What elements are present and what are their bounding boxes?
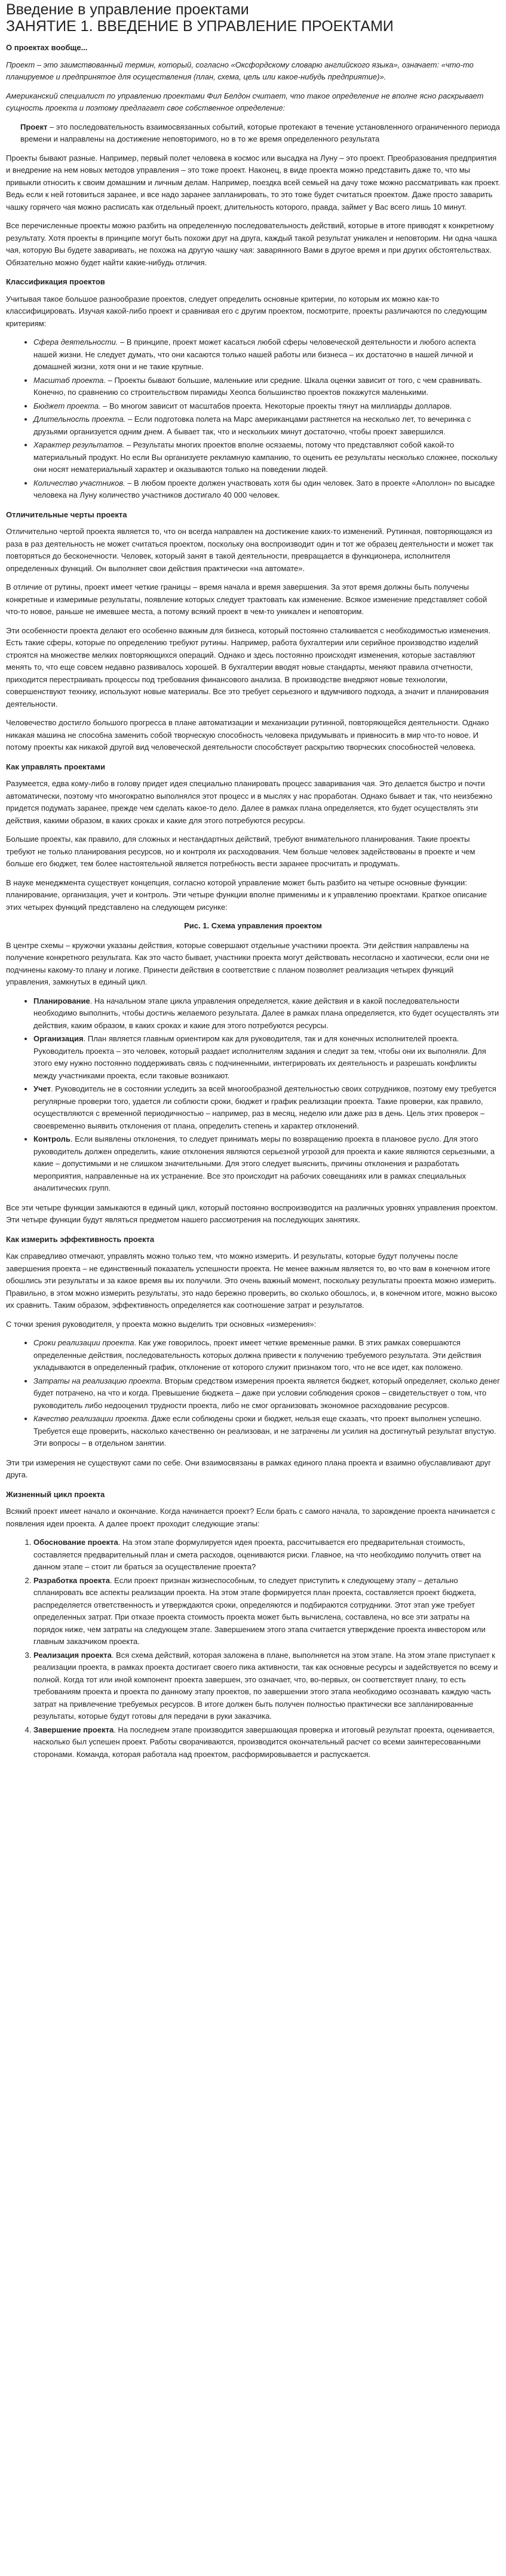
item-text: – Результаты многих проектов вполне осязаемы, потому что представляют собой какой-то материальный продукт. Но если Вы организуете рекламную кампанию, то оценить ее результаты несколько сложнее, поскольку они носят нематериальный характер и оказываются только на поведении людей.: [33, 440, 498, 474]
item-term: Разработка проекта: [33, 1575, 110, 1585]
item-term: Характер результатов.: [33, 440, 125, 449]
item-term: Обоснование проекта: [33, 1538, 118, 1547]
list-item: [33, 477, 500, 502]
site-title: Введение в управление проектами: [6, 1, 249, 18]
paragraph: Проекты бывают разные. Например, первый полет человека в космос или высадка на Луну – это проект. Преобразования предприятия и внедрение на нем новых методов управления – это тоже проект. Наконец, в виде проекта можно представить даже то, что мы привыкли относить к своим домашним и личным делам. Например, поездка всей семьей на дачу тоже можно рассматривать как проект. Ведь если к ней готовиться заранее, и все надо заранее запланировать, то это тоже будет считаться проектом. Даже просто заварить чашку горячего чая можно расписать как отдельный проект, длительность которого, правда, займет у Вас всего лишь 10 минут.: [6, 153, 501, 211]
item-term: Качество реализации проекта: [33, 1414, 148, 1423]
item-term: Масштаб проекта.: [33, 375, 106, 385]
section-heading-features: Отличительные черты проекта: [6, 510, 127, 519]
paragraph: Всякий проект имеет начало и окончание. Когда начинается проект? Если брать с самого начала, то зарождение проекта начинается с появления идеи проекта. А далее проект проходит следующие этапы:: [6, 1507, 495, 1528]
doc-title: ЗАНЯТИЕ 1. ВВЕДЕНИЕ В УПРАВЛЕНИЕ ПРОЕКТАМИ: [6, 18, 394, 35]
paragraph: Все эти четыре функции замыкаются в единый цикл, который постоянно воспроизводится на различных уровнях управления проектом. Эти четыре функции будут являться предметом нашего рассмотрения на последующих занятиях.: [6, 1203, 498, 1224]
page: [0, 1, 506, 1761]
list-item: [33, 336, 500, 373]
list-item: [33, 1649, 500, 1723]
dimensions-list: [6, 1337, 500, 1450]
item-text: . На последнем этапе производится завершающая проверка и итоговый результат проекта, оценивается, насколько был успешен проект. Работы сворачиваются, производится окончательный расчет со всеми заинтересованными сторонами. Команда, которая работала над проектом, расформировывается и распускается.: [33, 1725, 495, 1759]
list-item: [33, 1033, 500, 1082]
paragraph: В центре схемы – кружочки указаны действия, которые совершают отдельные участники проекта. Эти действия направлены на получение конкретного результата. Как это часто бывает, участники проекта могут действовать несогласно и хаотически, если они не подчинены какому-то плану и логике. Принести действия в соответствие с планом позволяет реализация четырех функций управления, замкнутых в единый цикл.: [6, 940, 490, 986]
paragraph: Человечество достигло большого прогресса в плане автоматизации и механизации рутинной, повторяющейся деятельности. Однако никакая машина не способна заменить собой творческую способность человека придумывать и привносить в мир что-то новое. И потому проекты как никакой другой вид человеческой деятельности способствует раскрытию творческих способностей человека.: [6, 718, 489, 752]
item-text: – Во многом зависит от масштабов проекта. Некоторые проекты тянут на миллиарды долларов.: [100, 401, 452, 410]
item-term: Количество участников.: [33, 478, 125, 487]
paragraph: Эти три измерения не существуют сами по себе. Они взаимосвязаны в рамках единого плана проекта и взаимно обуславливают друг друга.: [6, 1458, 491, 1479]
list-item: [33, 400, 500, 413]
list-item: [33, 1537, 500, 1574]
section-heading-about: О проектах вообще...: [6, 43, 88, 52]
item-term: Длительность проекта.: [33, 415, 126, 424]
item-text: . Вторым средством измерения проекта является бюджет, который определяет, сколько денег будет потрачено, на что и когда. Превышение бюджета – даже при условии соблюдения сроков – свидетельствует о том, что руководитель либо недооценил трудности проекта, либо не смог организовать экономное расходование ресурсов.: [33, 1376, 500, 1410]
item-text: . Руководитель не в состоянии уследить за всей многообразной деятельностью своих сотрудников, поэтому ему требуется регулярные проверки того, удается ли соблюсти сроки, бюджет и график реализации проекта. Такие проверки, как правило, осуществляются с временной периодичностью – например, раз в месяц, неделю или даже раз в день. Цель этих проверок – своевременно выявить отклонения от плана, определить степень и характер отклонений.: [33, 1084, 496, 1130]
item-term: Организация: [33, 1034, 84, 1043]
list-item: [33, 1413, 500, 1450]
paragraph: В науке менеджмента существует концепция, согласно которой управление может быть разбито на четыре основные функции: планирование, организация, учет и контроль. Эти четыре функции вполне применимы и к управлению проектами. Краткое описание этих четырех функций представлено на следующем рисунке:: [6, 878, 487, 912]
lifecycle-list: [6, 1537, 500, 1761]
item-term: Учет: [33, 1084, 51, 1093]
paragraph: Американский специалист по управлению проектами Фил Белдон считает, что такое определение не вполне ясно раскрывает сущность проекта и поэтому предлагает свое собственное определение:: [6, 91, 484, 112]
item-term: Сфера деятельности.: [33, 338, 118, 346]
item-text: . Если выявлены отклонения, то следует принимать меры по возвращению проекта в плановое русло. Для этого руководитель должен определить, какие отклонения являются серьезной угрозой для проекта и какие являются серьезными, а какие – допустимыми и не слишком значительными. Для этого следует выяснить, причины отклонения и разработать мероприятия, направленные на их устранение. Все это происходит на рабочих совещаниях или в рамках специальных аналитических групп.: [33, 1134, 495, 1192]
paragraph: Проект – это заимствованный термин, который, согласно «Оксфордскому словарю английского языка», означает: «что-то планируемое и предпринятое для осуществления (план, схема, цель или какое-нибудь предприятие)».: [6, 60, 474, 81]
list-item: [33, 1724, 500, 1761]
section-heading-lifecycle: Жизненный цикл проекта: [6, 1489, 105, 1499]
list-item: [33, 1337, 500, 1374]
management-functions-list: [6, 995, 500, 1195]
paragraph: В отличие от рутины, проект имеет четкие границы – время начала и время завершения. За этот время должны быть получены конкретные и измеримые результаты, появление которых следует трактовать как изменение. Всякое изменение представляет собой что-то новое, раньше не имевшее места, а потому всякий проект в чем-то уникален и неповторим.: [6, 582, 487, 616]
item-term: Планирование: [33, 996, 90, 1005]
list-item: [33, 995, 500, 1032]
list-item: [33, 1575, 500, 1648]
paragraph: С точки зрения руководителя, у проекта можно выделить три основных «измерения»:: [6, 1319, 317, 1329]
figure-caption: Рис. 1. Схема управления проектом: [184, 921, 322, 930]
item-text: . Если проект признан жизнеспособным, то следует приступить к следующему этапу – детально спланировать все аспекты реализации проекта. На этом этапе формируется план проекта, составляется проект бюджета, распределяется ответственность и утверждаются сроки, определяются и подбираются сотрудники. Этот этап уже требует определенных затрат. При отказе проекта стоимость проекта может быть вычислена, составлена, но все эти затраты на порядок ниже, чем затраты на следующем этапе. Завершением этого этапа считается утверждение проекта инвестором или главным заказчиком проекта.: [33, 1575, 486, 1646]
item-term: Реализация проекта: [33, 1650, 112, 1660]
item-text: . Вся схема действий, которая заложена в плане, выполняется на этом этапе. На этом этапе приступает к реализации проекта, в рамках проекта достигает своего пика активности, так как основные ресурсы и задействуется по всему и полной. Когда тот или иной компонент проекта завершен, это означает, что, во-первых, он соответствует плану, то есть требованиям проекта и проекта по данному этапу проектов, по завершении этого этапа необходимо осознавать каждую часть затрат на привлечение требуемых ресурсов. В итоге должен быть получен полностью практически все запланированные результаты, которые будут готовы для передачи в руки заказчика.: [33, 1650, 498, 1721]
list-item: [33, 1083, 500, 1132]
paragraph: Все перечисленные проекты можно разбить на определенную последовательность действий, которые в итоге приводят к конкретному результату. Хотя проекты в принципе могут быть похожи друг на друга, каждый такой результат уникален и неповторим. Ни одна чашка чая, которую Вы будете заваривать, не похожа на другую чашку чая: заварянного Вами в другое время и при других обстоятельствах. Обязательно можно будет найти какие-нибудь отличия.: [6, 221, 497, 267]
section-heading-efficiency: Как измерить эффективность проекта: [6, 1234, 155, 1244]
paragraph: Учитывая такое большое разнообразие проектов, следует определить основные критерии, по которым их можно как-то классифицировать. Изучая какой-либо проект и сравнивая его с другим проектом, посмотрите, проекты различаются по следующим критериям:: [6, 294, 487, 328]
item-text: – В любом проекте должен участвовать хотя бы один человек. Зато в проекте «Аполлон» по высадке человека на Луну количество участников достигало 40 000 человек.: [33, 478, 495, 499]
list-item: [33, 375, 500, 399]
list-item: [33, 1375, 500, 1412]
item-term: Сроки реализации проекта: [33, 1338, 134, 1347]
item-text: . Даже если соблюдены сроки и бюджет, нельзя еще сказать, что проект выполнен успешно. Требуется еще проверить, насколько качественно он реализован, и не затрачены ли усилия на достигнутый результат впустую. Эти вопросы – в отдельном занятии.: [33, 1414, 496, 1448]
list-item: [33, 413, 500, 438]
item-text: . План является главным ориентиром как для руководителя, так и для конечных исполнителей проекта. Руководитель проекта – это человек, который раздает исполнителям задания и следит за тем, чтобы они их выполняли. Для этого ему нужно постоянно поддерживать связь с подчиненными, интегрировать их деятельность и разрешать конфликты между участниками проекта, если таковые возникают.: [33, 1034, 486, 1080]
paragraph: Как справедливо отмечают, управлять можно только тем, что можно измерить. И результаты, которые будут получены после завершения проекта – не единственный показатель успешности проекта. Не менее важным является то, во что вам в конечном итоге обошлись эти результаты и за какое время вы их получили. Это очень важный момент, поскольку результаты проекта можно измерить. Правильно, в этом можно измерить результаты, это надо бережно проверить, во сколько обошлось, и, в конечном итоге, можно высоко их сравнить. Таким образом, эффективность определяется как соотношение затрат и результатов.: [6, 1252, 498, 1310]
list-item: [33, 439, 500, 476]
item-text: . На начальном этапе цикла управления определяется, какие действия и в какой последовательности необходимо выполнить, чтобы достичь желаемого результата. Далее в рамках плана определяется, кто будет осуществлять эти действия, каким образом, в каких сроках и какие для этого потребуются ресурсы.: [33, 996, 499, 1030]
item-text: – В принципе, проект может касаться любой сферы человеческой деятельности и любого аспекта нашей жизни. Не следует думать, что они касаются только нашей работы или бизнеса – их достаточно в нашей личной и домашней жизни, хотя они и не такие крупные.: [33, 338, 476, 371]
item-term: Бюджет проекта.: [33, 401, 101, 410]
item-text: – Проекты бывают большие, маленькие или средние. Шкала оценки зависит от того, с чем сравнивать. Конечно, по сравнению со строительством пирамиды Хеопса большинство проектов покажутся маленькими.: [33, 375, 482, 397]
list-item: [33, 1133, 500, 1195]
item-term: Завершение проекта: [33, 1725, 114, 1734]
item-text: . На этом этапе формулируется идея проекта, рассчитывается его предварительная стоимость, составляется предварительный план и смета расходов, оцениваются риски. Главное, на что необходимо получить ответ на данном этапе – стоит ли браться за осуществление проекта?: [33, 1538, 482, 1571]
item-text: – Если подготовка полета на Марс американцами растянется на несколько лет, то вечеринка с друзьями организуется одним днем. А бывает так, что и нескольких минут достаточно, чтобы проект завершился.: [33, 415, 471, 436]
definition-quote: [6, 121, 500, 146]
definition-text: – это последовательность взаимосвязанных событий, которые протекают в течение установленного ограниченного периода времени и направлены на достижение неповторимого, но в то же время определенного результата: [20, 122, 500, 143]
classification-list: [6, 336, 500, 502]
definition-term: Проект: [20, 122, 48, 131]
item-term: Контроль: [33, 1134, 70, 1143]
item-term: Затраты на реализацию проекта: [33, 1376, 161, 1385]
section-heading-management: Как управлять проектами: [6, 762, 106, 771]
section-heading-classification: Классификация проектов: [6, 277, 105, 286]
item-text: . Как уже говорилось, проект имеет четкие временные рамки. В этих рамках совершаются определенные действия, последовательность которых должна привести к получению требуемого результата. Эти действия укладываются в определенный график, отклонение от которого служит признаком того, что не все идет, как положено.: [33, 1338, 482, 1372]
paragraph: Отличительно чертой проекта является то, что он всегда направлен на достижение каких-то изменений. Рутинная, повторяющаяся из раза в раз деятельность не может считаться проектом, поскольку она воспроизводит один и тот же образец деятельности и может так повторяться до бесконечности. Человек, который занят в такой деятельности, превращается в функционера, исполнителя определенных функций. Он выполняет свои действия практически «на автомате».: [6, 527, 493, 573]
paragraph: Эти особенности проекта делают его особенно важным для бизнеса, который постоянно сталкивается с необходимостью изменения. Есть такие сферы, которые по определению требуют рутины. Например, работа бухгалтерии или серийное производство изделий строятся на множестве мелких повторяющихся операций. Однако и здесь постоянно происходят изменения, которые заставляют менять то, что еще совсем недавно развивалось хорошей. В бухгалтерии вводят новые стандарты, меняют правила отчетности, приходится перестраивать процессы под требования финансового анализа. В производстве внедряют новые технологии, совершенствуют технику, используют новые материалы. Все это требует серьезного и вдумчивого подхода, а значит и планирования деятельности.: [6, 625, 490, 709]
paragraph: Большие проекты, как правило, для сложных и нестандартных действий, требуют внимательного планирования. Такие проекты требуют не только планирования ресурсов, но и контроля их расходования. Чем больше человек задействованы в проекте и чем больше его бюджет, тем более настоятельной является потребность вести заранее просчитать и продумать.: [6, 835, 476, 868]
paragraph: Разумеется, едва кому-либо в голову придет идея специально планировать процесс заваривания чая. Это делается быстро и почти автоматически, поэтому что многократно выполнялся этот процесс и в мыслях у нас проработан. Однако бывает и так, что неизбежно придется подумать заранее, прежде чем сделать какое-то дело. Далее в рамках плана определяется, кто будет осуществлять эти действия, какими образом, в каких сроках и какие для этого потребуются ресурсы.: [6, 779, 493, 825]
